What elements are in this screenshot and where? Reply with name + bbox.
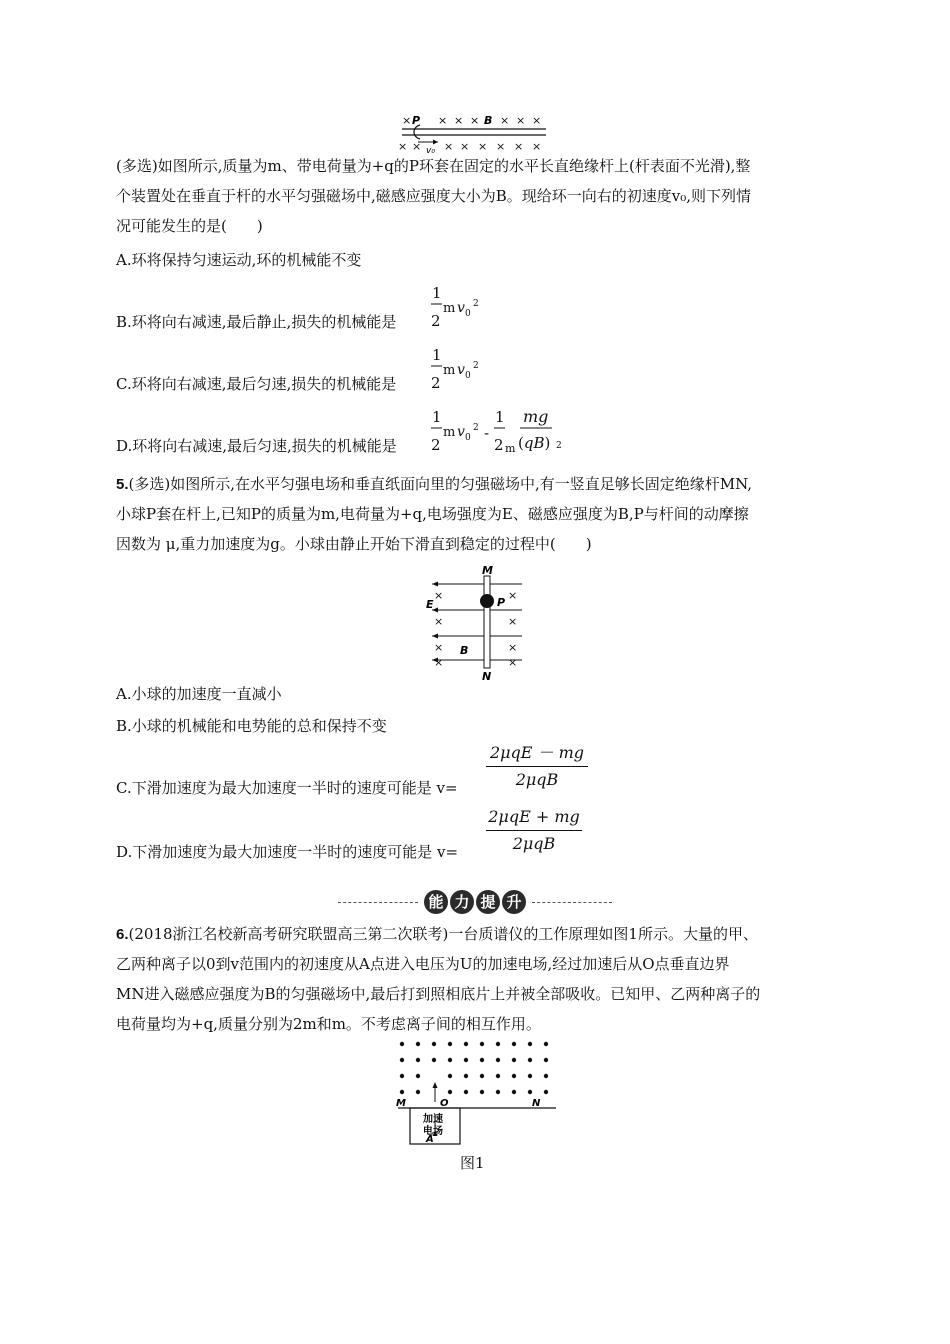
q6-stem-text1: (2018浙江名校新高考研究联盟高三第二次联考)一台质谱仪的工作原理如图1所示。大量的甲、	[128, 925, 758, 943]
field-dot	[464, 1074, 468, 1078]
field-dot	[528, 1042, 532, 1046]
q6-number: 6.	[116, 926, 129, 943]
field-dot	[480, 1074, 484, 1078]
svg-text:×: ×	[532, 114, 542, 127]
banner-char-1: 能	[424, 890, 448, 914]
banner-char-3: 提	[476, 890, 500, 914]
q5-option-d-formula	[486, 806, 582, 855]
svg-text:×: ×	[454, 114, 464, 127]
q6-label-m: M	[396, 1098, 406, 1109]
field-dot	[432, 1042, 436, 1046]
field-dot	[416, 1074, 420, 1078]
ring-icon	[414, 125, 420, 139]
svg-text:2: 2	[473, 423, 479, 433]
q4-option-c: C.环将向右减速,最后匀速,损失的机械能是	[116, 375, 397, 393]
field-dot	[512, 1090, 516, 1094]
field-dot	[416, 1090, 420, 1094]
svg-text:0: 0	[465, 309, 471, 319]
field-dot	[528, 1058, 532, 1062]
q4-option-a: A.环将保持匀速运动,环的机械能不变	[116, 251, 362, 269]
svg-text:1: 1	[495, 408, 505, 426]
q6-figure-caption: 图1	[460, 1154, 485, 1172]
ball-icon	[480, 594, 494, 608]
svg-text:×: ×	[508, 589, 518, 602]
q5-stem-text1: (多选)如图所示,在水平匀强电场和垂直纸面向里的匀强磁场中,有一竖直足够长固定绝缘杆MN,	[128, 475, 753, 493]
banner-char-4: 升	[502, 890, 526, 914]
q5-label-b: B	[460, 644, 469, 657]
q6-label-o: O	[440, 1098, 449, 1109]
svg-text:2: 2	[431, 312, 441, 330]
q5-option-d: D.下滑加速度为最大加速度一半时的速度可能是 v=	[116, 843, 459, 861]
q4-option-b-formula	[428, 280, 488, 332]
field-dot	[528, 1090, 532, 1094]
svg-text:×: ×	[438, 114, 448, 127]
q5-label-e: E	[426, 598, 434, 611]
svg-text:×: ×	[460, 140, 470, 153]
field-dot	[544, 1074, 548, 1078]
q5-label-n: N	[482, 670, 492, 682]
field-dot	[464, 1042, 468, 1046]
field-dot	[480, 1042, 484, 1046]
field-dot	[496, 1074, 500, 1078]
svg-text:m: m	[443, 301, 456, 316]
q5-option-c-denominator: 2μqB	[515, 770, 559, 789]
q6-stem-line1	[116, 924, 758, 945]
field-dot	[448, 1058, 452, 1062]
q5-label-p: P	[497, 596, 506, 609]
q4-option-d-formula	[428, 404, 608, 458]
field-dot	[512, 1058, 516, 1062]
field-dot	[544, 1042, 548, 1046]
svg-text:m: m	[443, 363, 456, 378]
svg-text:×: ×	[434, 589, 444, 602]
q4-option-d: D.环将向右减速,最后匀速,损失的机械能是	[116, 437, 397, 455]
svg-text:-: -	[484, 424, 490, 442]
q4-figure	[398, 110, 550, 156]
field-dot	[448, 1074, 452, 1078]
field-dot	[400, 1074, 404, 1078]
svg-text:(qB): (qB)	[518, 434, 551, 452]
svg-text:×: ×	[508, 615, 518, 628]
field-dot	[464, 1090, 468, 1094]
field-dot	[464, 1058, 468, 1062]
q6-label-a: A	[426, 1134, 434, 1145]
q4-stem-line3: 况可能发生的是( )	[116, 217, 263, 235]
svg-text:×: ×	[516, 114, 526, 127]
field-dot	[416, 1058, 420, 1062]
field-dot	[544, 1090, 548, 1094]
q5-stem-line1	[116, 474, 752, 495]
q5-option-c: C.下滑加速度为最大加速度一半时的速度可能是 v=	[116, 779, 458, 797]
field-dot	[416, 1042, 420, 1046]
svg-text:×: ×	[444, 140, 454, 153]
q4-option-c-formula	[428, 342, 488, 394]
svg-text:v: v	[457, 424, 465, 440]
field-dot	[496, 1090, 500, 1094]
svg-text:×: ×	[434, 656, 444, 669]
svg-text:mg: mg	[523, 407, 549, 426]
svg-text:2: 2	[494, 436, 504, 454]
svg-text:×: ×	[398, 140, 408, 153]
svg-text:×: ×	[496, 140, 506, 153]
q4-label-b: B	[484, 114, 493, 127]
q5-stem-line3: 因数为 μ,重力加速度为g。小球由静止开始下滑直到稳定的过程中( )	[116, 535, 592, 553]
field-dot	[496, 1042, 500, 1046]
q4-label-v0: v₀	[426, 146, 435, 156]
svg-text:2: 2	[556, 441, 562, 451]
q4-label-p: P	[412, 114, 421, 127]
svg-text:v: v	[457, 362, 465, 378]
svg-text:2: 2	[473, 361, 479, 371]
svg-text:1: 1	[432, 346, 442, 364]
field-dot	[512, 1074, 516, 1078]
svg-text:×: ×	[478, 140, 488, 153]
svg-text:0: 0	[465, 433, 471, 443]
svg-text:×: ×	[514, 140, 524, 153]
svg-text:2: 2	[431, 436, 441, 454]
svg-text:×: ×	[508, 656, 518, 669]
svg-text:m: m	[443, 425, 456, 440]
svg-text:2: 2	[473, 299, 479, 309]
q5-label-m: M	[482, 564, 493, 577]
q6-stem-line3: MN进入磁感应强度为B的匀强磁场中,最后打到照相底片上并被全部吸收。已知甲、乙两种离子的	[116, 985, 761, 1003]
q4-stem-line1: (多选)如图所示,质量为m、带电荷量为+q的P环套在固定的水平长直绝缘杆上(杆表面不光滑),整	[116, 157, 751, 175]
q5-option-a: A.小球的加速度一直减小	[116, 685, 282, 703]
q6-figure	[390, 1036, 562, 1146]
svg-text:1: 1	[432, 284, 442, 302]
svg-text:2: 2	[431, 374, 441, 392]
q5-stem-line2: 小球P套在杆上,已知P的质量为m,电荷量为+q,电场强度为E、磁感应强度为B,P与杆间的动摩擦	[116, 505, 749, 523]
section-banner-title	[422, 890, 528, 914]
svg-text:×: ×	[434, 615, 444, 628]
svg-text:m: m	[505, 442, 516, 455]
svg-text:v: v	[457, 300, 465, 316]
field-dot	[480, 1090, 484, 1094]
field-dot	[400, 1090, 404, 1094]
svg-text:×: ×	[470, 114, 480, 127]
field-dot	[400, 1042, 404, 1046]
q5-option-d-numerator: 2μqE + mg	[488, 807, 580, 826]
q5-option-d-denominator: 2μqB	[512, 834, 556, 853]
field-dot	[448, 1090, 452, 1094]
q6-stem-line4: 电荷量均为+q,质量分别为2m和m。不考虑离子间的相互作用。	[116, 1015, 541, 1033]
field-dot	[480, 1058, 484, 1062]
banner-char-2: 力	[450, 890, 474, 914]
svg-text:×: ×	[402, 114, 412, 127]
svg-text:×: ×	[412, 140, 422, 153]
q6-stem-line2: 乙两种离子以0到v范围内的初速度从A点进入电压为U的加速电场,经过加速后从O点垂直边界	[116, 955, 730, 973]
q6-label-field2: 电场	[423, 1126, 443, 1137]
field-dot	[528, 1074, 532, 1078]
q5-figure	[424, 564, 528, 682]
q4-option-b: B.环将向右减速,最后静止,损失的机械能是	[116, 313, 397, 331]
field-dot	[496, 1058, 500, 1062]
q4-stem-line2: 个装置处在垂直于杆的水平匀强磁场中,磁感应强度大小为B。现给环一向右的初速度v₀,则下列情	[116, 187, 752, 205]
q5-option-c-numerator: 2μqE － mg	[489, 743, 585, 762]
svg-text:×: ×	[532, 140, 542, 153]
field-dot	[544, 1058, 548, 1062]
q5-option-c-formula	[486, 742, 588, 791]
field-dot	[448, 1042, 452, 1046]
svg-text:×: ×	[508, 641, 518, 654]
svg-text:1: 1	[432, 408, 442, 426]
q5-option-b: B.小球的机械能和电势能的总和保持不变	[116, 717, 387, 735]
q6-label-field1: 加速	[423, 1114, 443, 1125]
section-banner	[338, 890, 612, 916]
field-dot	[512, 1042, 516, 1046]
q5-number: 5.	[116, 476, 129, 493]
svg-text:×: ×	[500, 114, 510, 127]
field-dot	[400, 1058, 404, 1062]
q6-label-n: N	[532, 1098, 541, 1109]
svg-text:×: ×	[434, 641, 444, 654]
svg-text:0: 0	[465, 371, 471, 381]
field-dot	[432, 1058, 436, 1062]
